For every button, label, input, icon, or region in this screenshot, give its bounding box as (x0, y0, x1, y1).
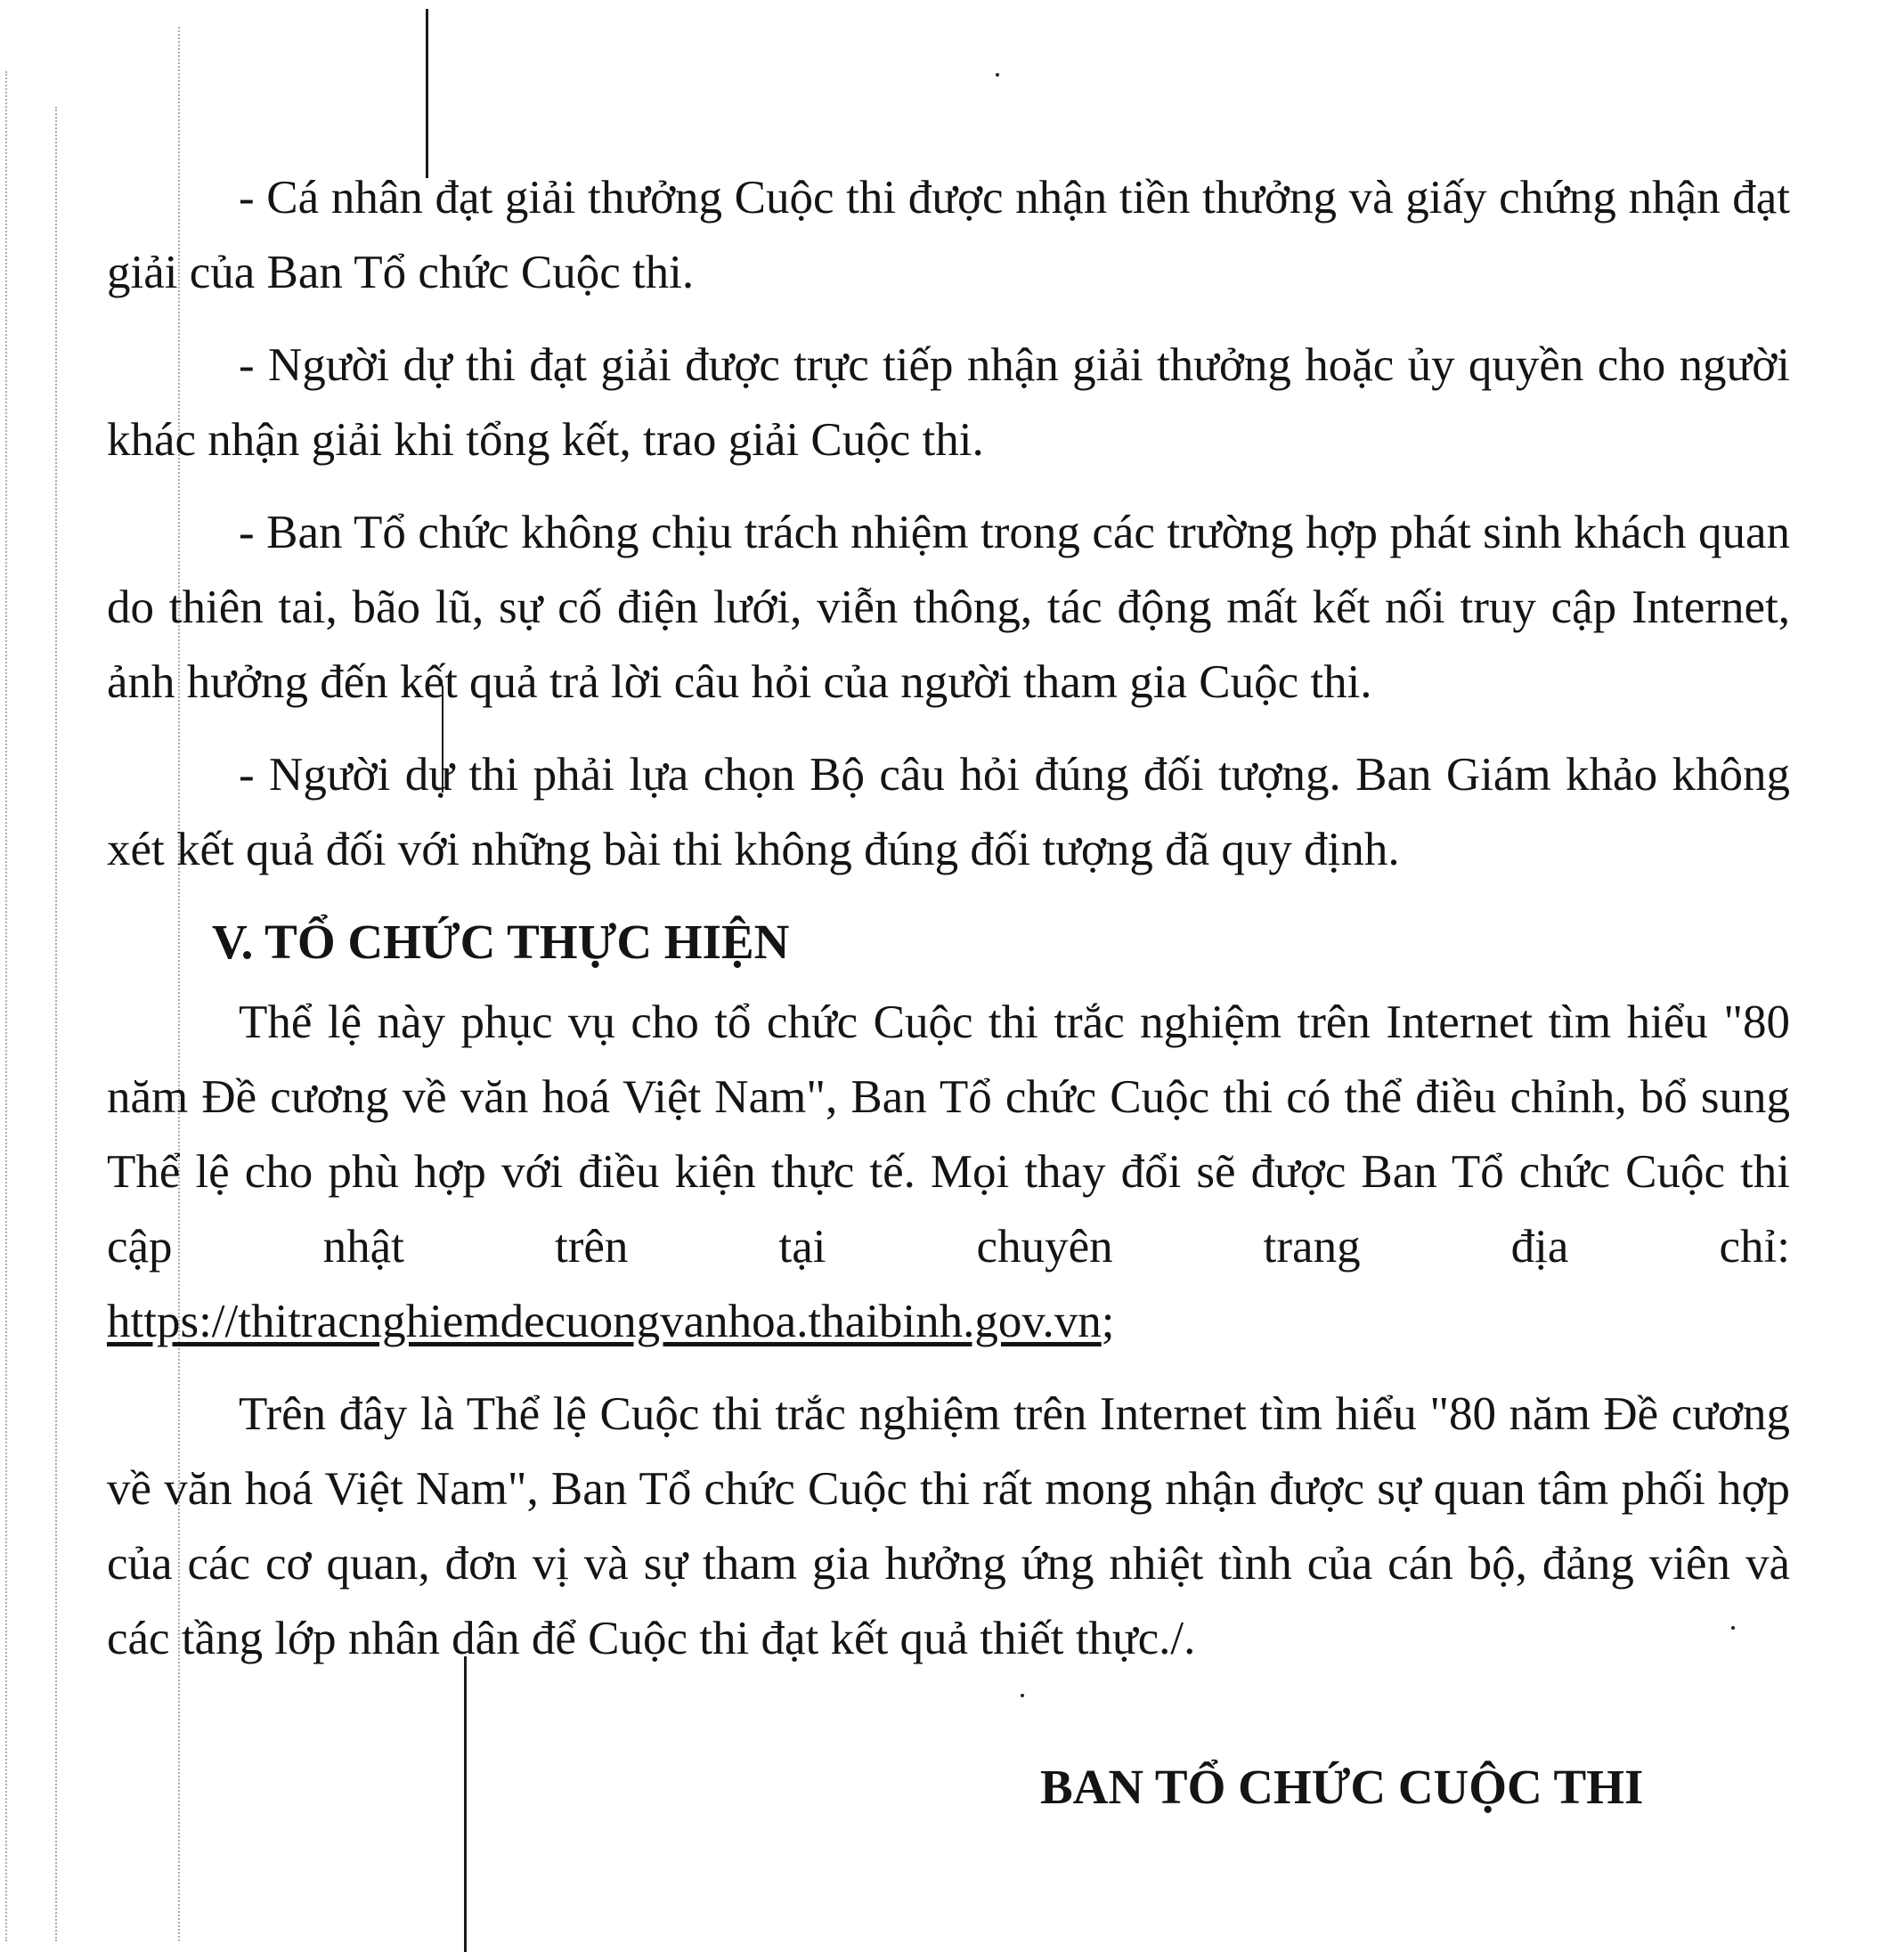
scan-fold-line-bottom (464, 1656, 467, 1952)
bullet-paragraph: - Cá nhân đạt giải thưởng Cuộc thi được nhận tiền thưởng và giấy chứng nhận đạt giải của Ban Tổ chức Cuộc thi. (107, 172, 1790, 298)
bullet-paragraph: - Người dự thi phải lựa chọn Bộ câu hỏi đúng đối tượng. Ban Giám khảo không xét kết quả đối với những bài thi không đúng đối tượng đã quy định. (107, 749, 1790, 875)
implementation-text: Thể lệ này phục vụ cho tổ chức Cuộc thi trắc nghiệm trên Internet tìm hiểu "80 năm Đề cương về văn hoá Việt Nam", Ban Tổ chức Cuộc thi có thể điều chỉnh, bổ sung Thể lệ cho phù hợp với điều kiện thực tế. Mọi thay đổi sẽ được Ban Tổ chức Cuộc thi cập nhật trên tại chuyên trang địa chỉ: (107, 996, 1790, 1273)
signature-block: BAN TỔ CHỨC CUỘC THI (1040, 1760, 1644, 1814)
scan-speck (1021, 1694, 1024, 1697)
scan-fold-line-top (426, 9, 428, 178)
closing-paragraph: Trên đây là Thể lệ Cuộc thi trắc nghiệm trên Internet tìm hiểu "80 năm Đề cương về văn hoá Việt Nam", Ban Tổ chức Cuộc thi rất mong nhận được sự quan tâm phối hợp của các cơ quan, đơn vị và sự tham gia hưởng ứng nhiệt tình của cán bộ, đảng viên và các tầng lớp nhân dân để Cuộc thi đạt kết quả thiết thực./. (107, 1388, 1790, 1664)
website-link[interactable]: https://thitracnghiemdecuongvanhoa.thaibinh.gov.vn (107, 1296, 1102, 1347)
scan-dots-left-edge (5, 71, 9, 1941)
url-suffix: ; (1101, 1296, 1115, 1347)
section-heading: V. TỔ CHỨC THỰC HIỆN (212, 915, 790, 969)
scan-speck (996, 73, 999, 77)
scan-dots-left-inner (55, 107, 59, 1941)
bullet-paragraph: - Người dự thi đạt giải được trực tiếp nhận giải thưởng hoặc ủy quyền cho người khác nhận giải khi tổng kết, trao giải Cuộc thi. (107, 339, 1790, 466)
bullet-paragraph: - Ban Tổ chức không chịu trách nhiệm trong các trường hợp phát sinh khách quan do thiên tai, bão lũ, sự cố điện lưới, viễn thông, tác động mất kết nối truy cập Internet, ảnh hưởng đến kết quả trả lời câu hỏi của người tham gia Cuộc thi. (107, 507, 1790, 708)
implementation-paragraph (107, 985, 1790, 1359)
document-body (107, 160, 1790, 1694)
